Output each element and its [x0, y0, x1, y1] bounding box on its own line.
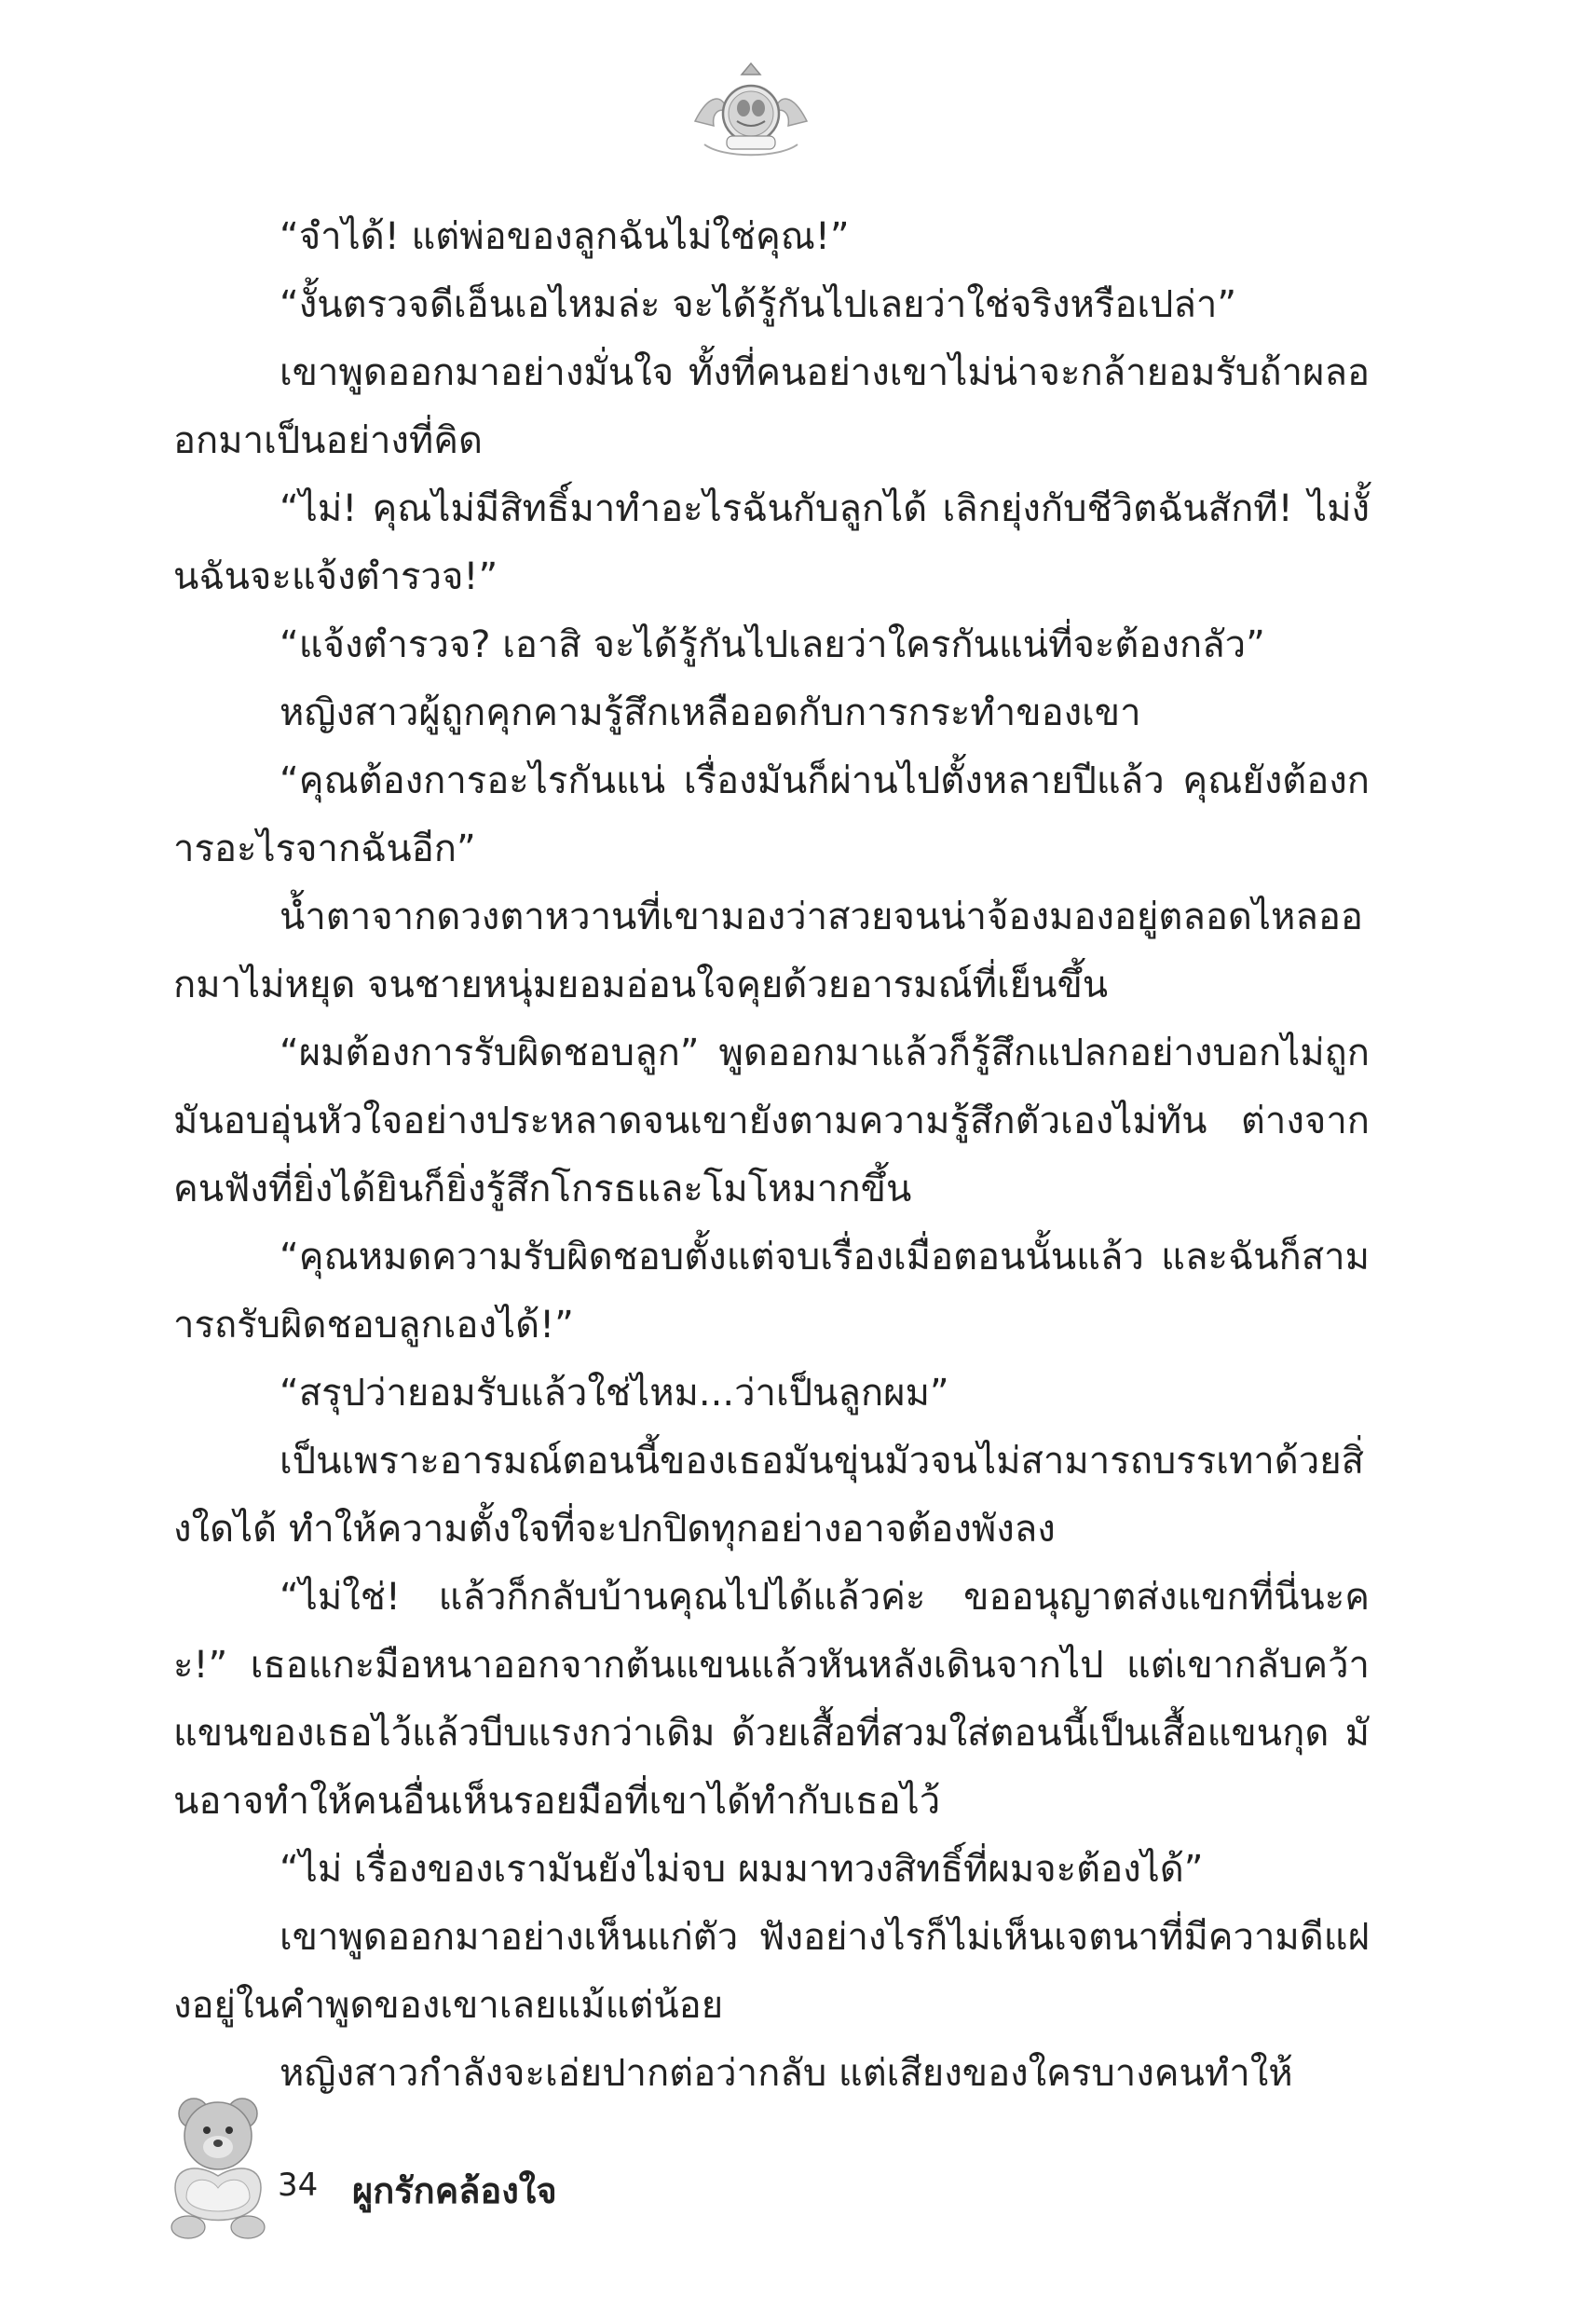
paragraph: “ไม่! คุณไม่มีสิทธิ์มาทำอะไรฉันกับลูกได้ เลิกยุ่งกับชีวิตฉันสักที! ไม่งั้นฉันจะแจ้งตำรวจ!” — [173, 487, 1370, 598]
paragraph: “ไม่ เรื่องของเรามันยังไม่จบ ผมมาทวงสิทธิ์ที่ผมจะต้องได้” — [280, 1848, 1204, 1891]
paragraph: “งั้นตรวจดีเอ็นเอไหมล่ะ จะได้รู้กันไปเลยว่าใช่จริงหรือเปล่า” — [280, 283, 1237, 326]
book-title: ผูกรักคล้องใจ — [352, 2170, 557, 2211]
paragraph: “ผมต้องการรับผิดชอบลูก” พูดออกมาแล้วก็รู้สึกแปลกอย่างบอกไม่ถูก มันอบอุ่นหัวใจอย่างประหลาดจนเขายังตามความรู้สึกตัวเองไม่ทัน ต่างจากคนฟังที่ยิ่งได้ยินก็ยิ่งรู้สึกโกรธและโมโหมากขึ้น — [173, 1032, 1370, 1210]
paragraph: “แจ้งตำรวจ? เอาสิ จะได้รู้กันไปเลยว่าใครกันแน่ที่จะต้องกลัว” — [280, 623, 1265, 666]
paragraph: “ไม่ใช่! แล้วก็กลับบ้านคุณไปได้แล้วค่ะ ขออนุญาตส่งแขกที่นี่นะคะ!” เธอแกะมือหนาออกจากต้นแขนแล้วหันหลังเดินจากไป แต่เขากลับคว้าแขนของเธอไว้แล้วบีบแรงกว่าเดิม ด้วยเสื้อที่สวมใส่ตอนนี้เป็นเสื้อแขนกุด มันอาจทำให้คนอื่นเห็นรอยมือที่เขาได้ทำกับเธอไว้ — [173, 1576, 1370, 1823]
paragraph: น้ำตาจากดวงตาหวานที่เขามองว่าสวยจนน่าจ้องมองอยู่ตลอดไหลออกมาไม่หยุด จนชายหนุ่มยอมอ่อนใจคุยด้วยอารมณ์ที่เย็นขึ้น — [173, 896, 1363, 1006]
page-number: 34 — [278, 2167, 319, 2204]
paragraph: หญิงสาวผู้ถูกคุกคามรู้สึกเหลืออดกับการกระทำของเขา — [280, 691, 1141, 734]
paragraph: “คุณต้องการอะไรกันแน่ เรื่องมันก็ผ่านไปตั้งหลายปีแล้ว คุณยังต้องการอะไรจากฉันอีก” — [173, 759, 1370, 870]
paragraph: หญิงสาวกำลังจะเอ่ยปากต่อว่ากลับ แต่เสียงของใครบางคนทำให้ — [280, 2052, 1293, 2095]
paragraph: “คุณหมดความรับผิดชอบตั้งแต่จบเรื่องเมื่อตอนนั้นแล้ว และฉันก็สามารถรับผิดชอบลูกเองได้!” — [173, 1236, 1370, 1347]
paragraph: เขาพูดออกมาอย่างมั่นใจ ทั้งที่คนอย่างเขาไม่น่าจะกล้ายอมรับถ้าผลออกมาเป็นอย่างที่คิด — [173, 351, 1370, 462]
paragraph: เขาพูดออกมาอย่างเห็นแก่ตัว ฟังอย่างไรก็ไม่เห็นเจตนาที่มีความดีแฝงอยู่ในคำพูดของเขาเลยแม้แต่น้อย — [173, 1916, 1370, 2027]
page-footer — [158, 2087, 811, 2255]
crest-icon — [686, 56, 816, 168]
paragraph: “สรุปว่ายอมรับแล้วใช่ไหม...ว่าเป็นลูกผม” — [280, 1372, 949, 1415]
header-ornament-logo — [686, 56, 816, 168]
paragraph: “จำได้! แต่พ่อของลูกฉันไม่ใช่คุณ!” — [280, 215, 850, 258]
paragraph: เป็นเพราะอารมณ์ตอนนี้ของเธอมันขุ่นมัวจนไม่สามารถบรรเทาด้วยสิ่งใดได้ ทำให้ความตั้งใจที่จะปกปิดทุกอย่างอาจต้องพังลง — [173, 1440, 1365, 1551]
body-text — [173, 203, 1370, 2108]
